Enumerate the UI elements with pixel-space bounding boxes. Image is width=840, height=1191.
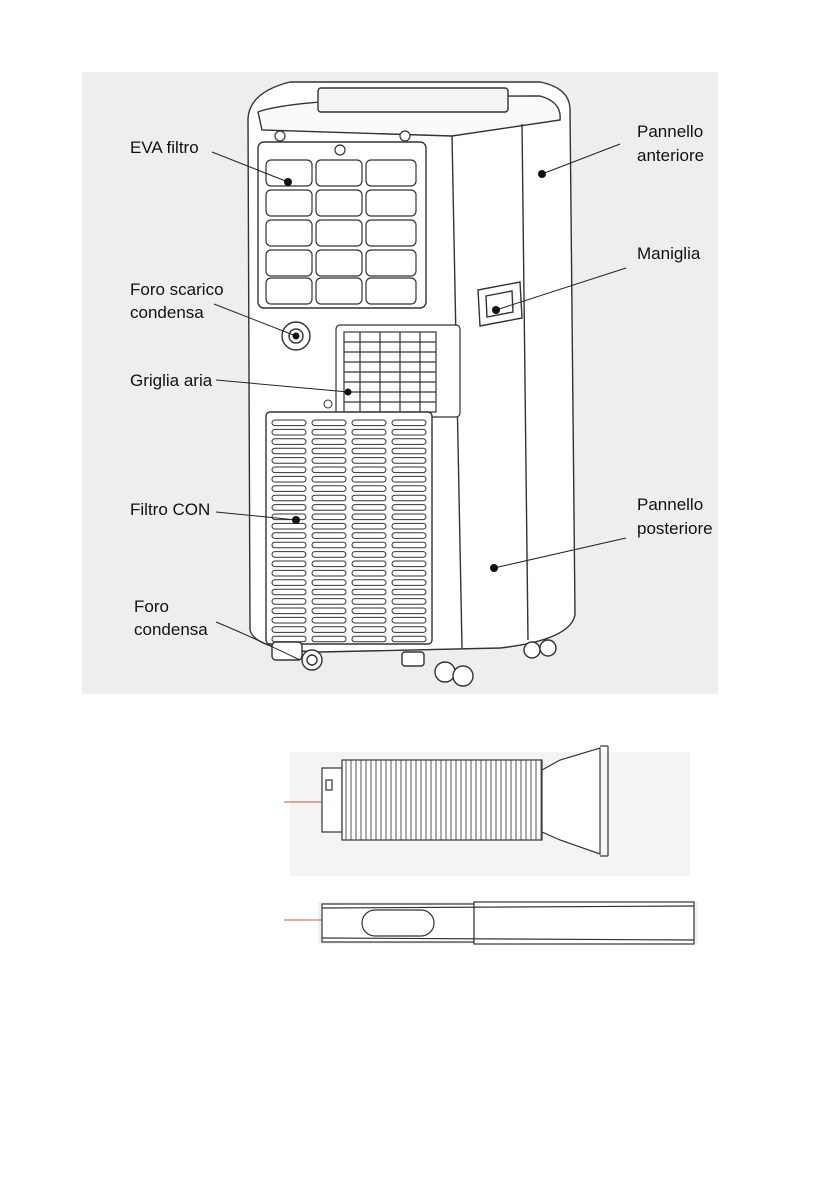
con-filter-slot <box>272 617 306 623</box>
con-filter-slot <box>352 439 386 445</box>
con-filter-slot <box>392 570 426 576</box>
hose-clip <box>326 780 332 790</box>
con-filter-slot <box>392 599 426 605</box>
con-filter-slot <box>392 533 426 539</box>
con-filter-slot <box>312 533 346 539</box>
con-filter-slot <box>312 476 346 482</box>
con-filter-slot <box>392 608 426 614</box>
window-slider-illustration <box>0 898 840 958</box>
con-filter-slot <box>312 486 346 492</box>
label-con-filter: Filtro CON <box>130 500 211 519</box>
con-filter-slot <box>392 514 426 520</box>
grille-screw <box>324 400 332 408</box>
con-filter-slot <box>272 476 306 482</box>
con-filter-slot <box>352 448 386 454</box>
con-filter-slot <box>272 458 306 464</box>
con-filter-slot <box>312 514 346 520</box>
con-filter-slot <box>392 580 426 586</box>
con-filter-slot <box>392 448 426 454</box>
con-filter-slot <box>352 552 386 558</box>
con-filter-slot <box>392 505 426 511</box>
con-filter-slot <box>272 533 306 539</box>
con-filter-slot <box>312 505 346 511</box>
con-filter-slot <box>312 542 346 548</box>
con-filter-slot <box>272 486 306 492</box>
con-filter-slot <box>312 589 346 595</box>
con-filter-slot <box>272 495 306 501</box>
con-filter-slot <box>352 486 386 492</box>
con-filter-slot <box>352 608 386 614</box>
con-filter-slot <box>392 476 426 482</box>
con-filter-slot <box>312 636 346 642</box>
con-filter-slot <box>392 420 426 426</box>
con-filter-slot <box>272 580 306 586</box>
con-filter-slot <box>312 523 346 529</box>
con-filter-slot <box>272 514 306 520</box>
con-filter-slot <box>352 542 386 548</box>
hose-bellows <box>342 760 542 840</box>
label-eva-filter: EVA filtro <box>130 138 199 157</box>
con-filter-slot <box>272 505 306 511</box>
con-filter-slot <box>352 505 386 511</box>
con-filter-slot <box>272 429 306 435</box>
label-air-grille: Griglia aria <box>130 371 213 390</box>
con-filter-slot <box>392 495 426 501</box>
con-filter-slot <box>352 617 386 623</box>
con-filter-slot <box>352 514 386 520</box>
con-filter-slot <box>352 429 386 435</box>
label-front-panel-line2: anteriore <box>637 146 705 165</box>
con-filter-slot <box>352 561 386 567</box>
con-filter-slot <box>272 627 306 633</box>
con-filter-slot <box>272 608 306 614</box>
con-filter-slot <box>392 636 426 642</box>
con-filter-slot <box>312 448 346 454</box>
label-condensate-hole-line1: Foro <box>134 597 169 616</box>
con-filter-slot <box>312 580 346 586</box>
con-filter-slot <box>392 486 426 492</box>
top-panel <box>318 88 508 112</box>
hose-connector <box>322 768 342 832</box>
con-filter-slot <box>392 552 426 558</box>
label-rear-panel-line2: posteriore <box>637 519 713 538</box>
con-filter-slot <box>392 561 426 567</box>
con-filter-slot <box>392 617 426 623</box>
con-filter-slot <box>392 458 426 464</box>
label-drain-hole-line1: Foro scarico <box>130 280 224 299</box>
con-filter-slot <box>392 523 426 529</box>
con-filter-slot <box>272 599 306 605</box>
label-front-panel-line1: Pannello <box>637 122 704 141</box>
con-filter-slot <box>392 429 426 435</box>
con-filter-slot <box>272 448 306 454</box>
con-filter-slot <box>272 542 306 548</box>
con-filter-slot <box>312 429 346 435</box>
con-filter-slot <box>312 420 346 426</box>
con-filter-slot <box>312 561 346 567</box>
con-filter-slot <box>272 552 306 558</box>
con-filter-slot <box>352 627 386 633</box>
con-filter-slot <box>312 570 346 576</box>
con-filter-slot <box>352 636 386 642</box>
con-filter-slot <box>272 467 306 473</box>
label-rear-panel-line1: Pannello <box>637 495 704 514</box>
con-filter-slot <box>392 439 426 445</box>
con-filter-slot <box>352 476 386 482</box>
con-filter-slot <box>352 580 386 586</box>
con-filter-slot <box>272 439 306 445</box>
con-filter-slot <box>312 608 346 614</box>
con-filter-slot <box>312 552 346 558</box>
con-filter-slot <box>392 589 426 595</box>
con-filter-slot <box>352 467 386 473</box>
condensate-outlet <box>302 650 322 670</box>
con-filter-slot <box>312 439 346 445</box>
con-filter-slot <box>272 523 306 529</box>
con-filter-slot <box>392 467 426 473</box>
label-condensate-hole-line2: condensa <box>134 620 208 639</box>
air-grille <box>336 325 460 417</box>
con-filter-slot <box>352 495 386 501</box>
con-filter-slot <box>352 420 386 426</box>
label-drain-hole-line2: condensa <box>130 303 204 322</box>
con-filter-slot <box>352 599 386 605</box>
con-filter-slot <box>272 420 306 426</box>
con-filter-slot <box>312 627 346 633</box>
slider-outer-panel <box>474 902 694 944</box>
con-filter-slot <box>352 533 386 539</box>
con-filter-slot <box>272 570 306 576</box>
con-filter-slot <box>312 617 346 623</box>
slider-hose-opening <box>362 910 434 936</box>
con-filter-slot <box>352 458 386 464</box>
con-filter-slot <box>352 523 386 529</box>
exhaust-hose-illustration <box>0 740 840 880</box>
con-filter-slot <box>312 495 346 501</box>
con-filter-slot <box>272 636 306 642</box>
label-handle: Maniglia <box>637 244 701 263</box>
con-filter-slot <box>312 458 346 464</box>
con-filter-slot <box>272 589 306 595</box>
con-filter-slot <box>352 589 386 595</box>
con-filter-slot <box>312 467 346 473</box>
con-filter-slot <box>352 570 386 576</box>
con-filter-slot <box>392 627 426 633</box>
con-filter-slot <box>312 599 346 605</box>
con-filter-slot <box>392 542 426 548</box>
con-filter-slot <box>272 561 306 567</box>
